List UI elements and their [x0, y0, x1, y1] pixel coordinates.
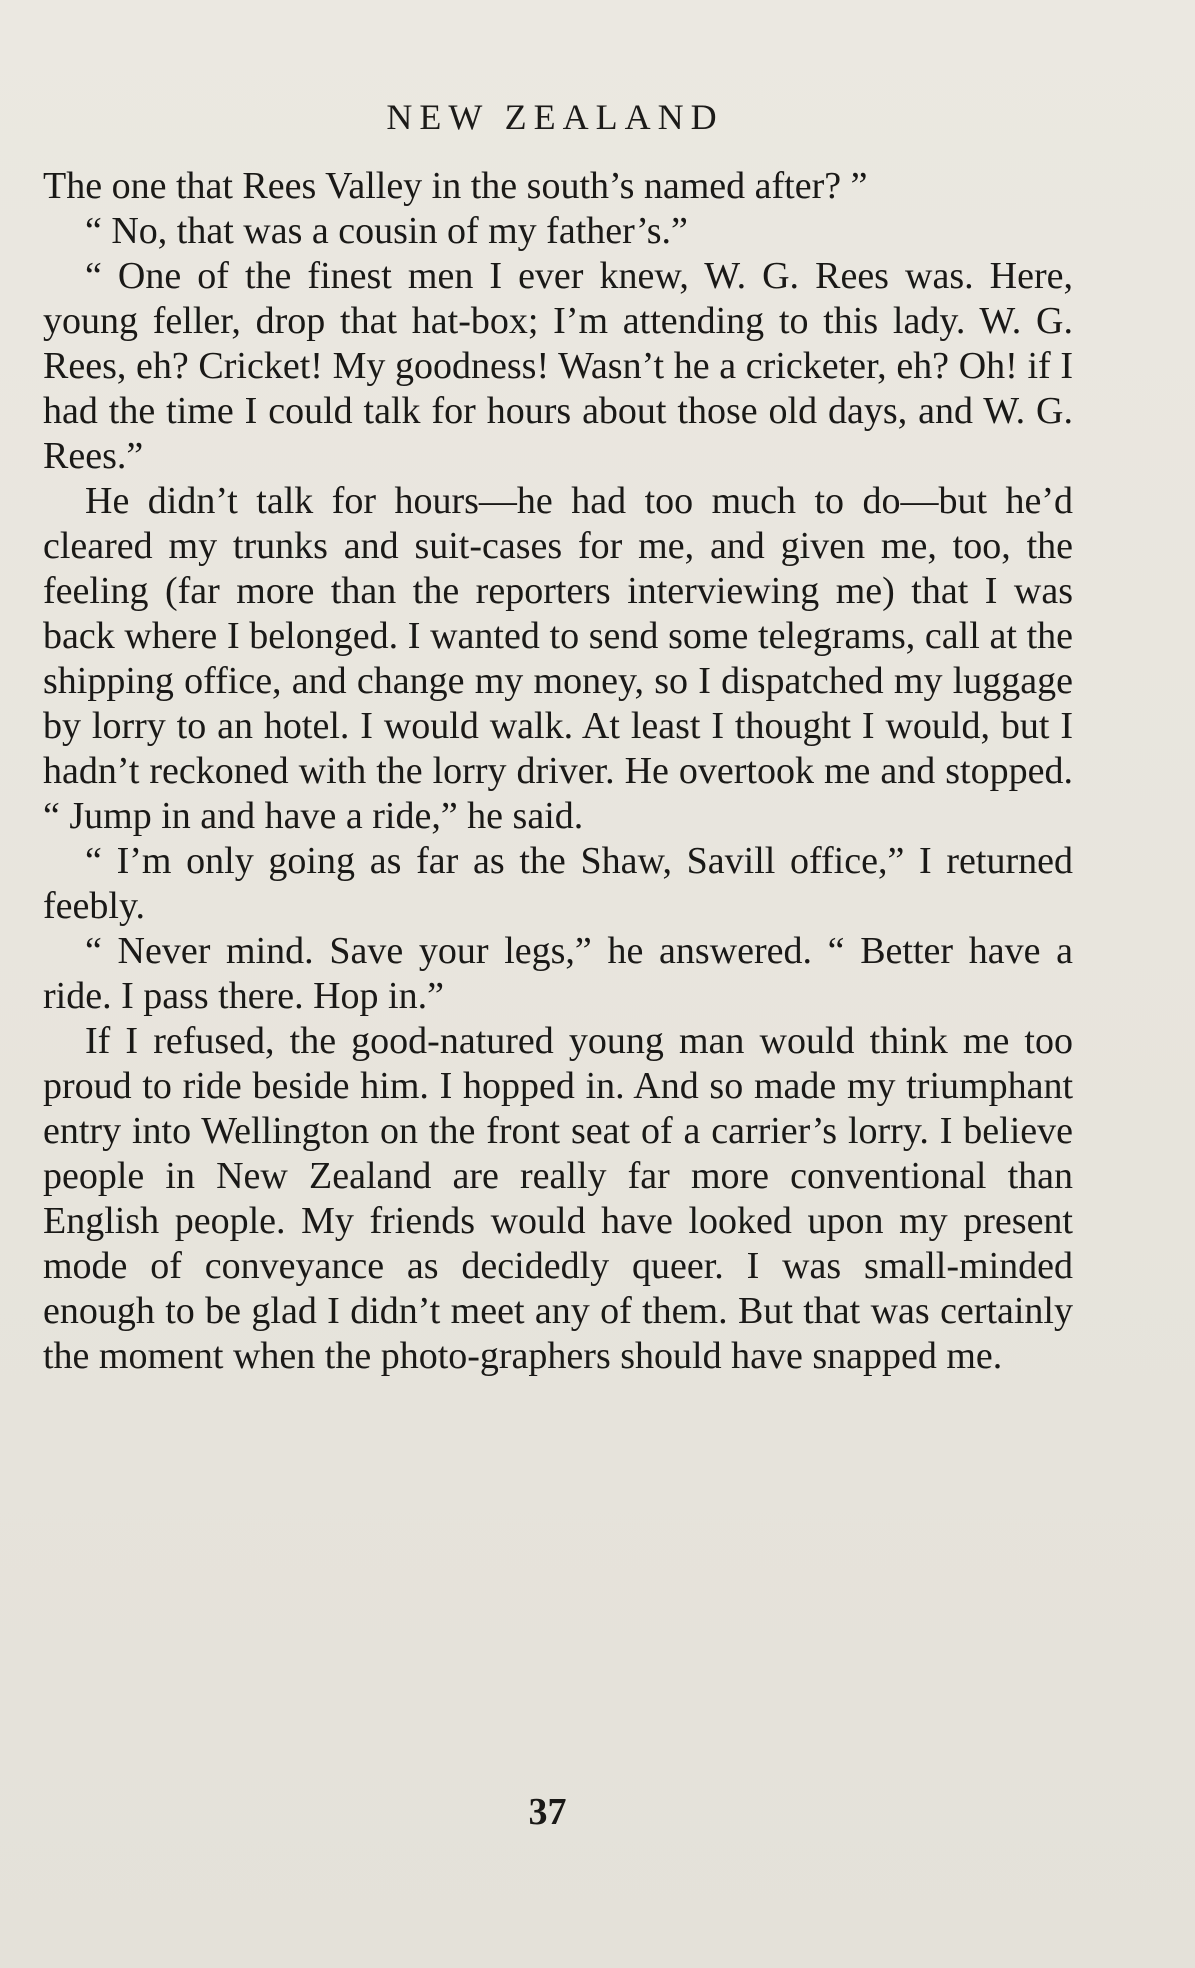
paragraph: If I refused, the good-natured young man would think me too proud to ride beside him. I hopped in. And so made my triumphant entry into Wellington on the front seat of a carrier’s lorry. I believe people in New Zealand are really far more conventional than English people. My friends would have looked upon my present mode of conveyance as decidedly queer. I was small-minded enough to be glad I didn’t meet any of them. But that was certainly the moment when the photo-graphers should have snapped me.	[43, 1020, 1073, 1377]
running-head: NEW ZEALAND	[386, 97, 724, 137]
paragraph: “ No, that was a cousin of my father’s.”	[85, 210, 688, 252]
paragraph: “ I’m only going as far as the Shaw, Savill office,” I returned feebly.	[43, 840, 1073, 927]
paragraph: He didn’t talk for hours—he had too much to do—but he’d cleared my trunks and suit-cases for me, and given me, too, the feeling (far more than the reporters interviewing me) that I was back where I belonged. I wanted to send some telegrams, call at the shipping office, and change my money, so I dispatched my luggage by lorry to an hotel. I would walk. At least I thought I would, but I hadn’t reckoned with the lorry driver. He overtook me and stopped. “ Jump in and have a ride,” he said.	[43, 480, 1073, 837]
paragraph: The one that Rees Valley in the south’s named after? ”	[43, 165, 868, 207]
paragraph: “ One of the finest men I ever knew, W. G. Rees was. Here, young feller, drop that hat-box; I’m attending to this lady. W. G. Rees, eh? Cricket! My goodness! Wasn’t he a cricketer, eh? Oh! if I had the time I could talk for hours about those old days, and W. G. Rees.”	[43, 255, 1073, 477]
page-number: 37	[528, 1791, 567, 1833]
body-text	[43, 164, 1073, 1379]
paragraph: “ Never mind. Save your legs,” he answered. “ Better have a ride. I pass there. Hop in.”	[43, 930, 1073, 1017]
